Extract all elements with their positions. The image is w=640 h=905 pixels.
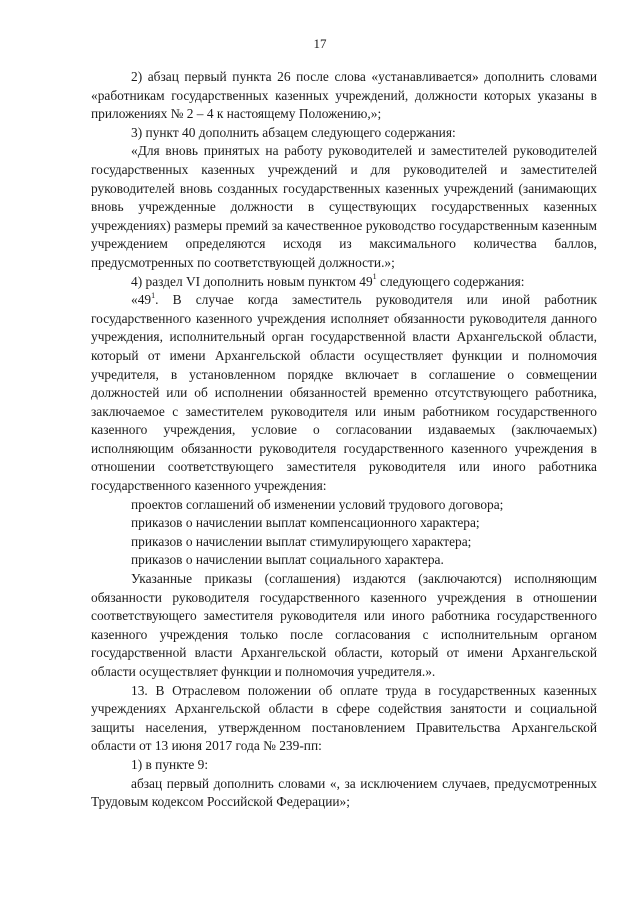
superscript-1: 1 [151,290,156,300]
paragraph-item-2: 2) абзац первый пункта 26 после слова «устанавливается» дополнить словами «работникам государственных казенных учреждений, должности которых указаны в приложениях № 2 – 4 к настоящему Положению,»; [91,69,597,122]
list-item-incentive-orders: приказов о начислении выплат стимулирующего характера; [131,533,472,549]
list-item-compensation-orders: приказов о начислении выплат компенсационного характера; [131,515,480,531]
paragraph-item-4-text-before: 4) раздел VI дополнить новым пунктом 49 [131,273,373,289]
document-body [91,68,597,812]
paragraph-item-3: 3) пункт 40 дополнить абзацем следующего содержания: [131,124,456,140]
paragraph-section-13-item-1-abzac: абзац первый дополнить словами «, за исключением случаев, предусмотренных Трудовым кодексом Российской Федерации»; [91,775,597,810]
list-item-social-orders: приказов о начислении выплат социального характера. [131,552,444,568]
paragraph-section-13-item-1: 1) в пункте 9: [131,756,209,772]
superscript-1: 1 [372,272,377,282]
paragraph-item-4-text-after: следующего содержания: [376,273,525,289]
list-item-draft-agreements: проектов соглашений об изменении условий трудового договора; [131,496,504,512]
paragraph-section-13: 13. В Отраслевом положении об оплате труда в государственных казенных учреждениях Архангельской области в сфере содействия занятости и социальной защиты населения, утвержденном постановлением Правительства Архангельской области от 13 июня 2017 года № 239-пп: [91,682,597,754]
paragraph-item-3-content: «Для вновь принятых на работу руководителей и заместителей руководителей государственных казенных учреждений и для руководителей и заместителей руководителей вновь созданных государственных казенных учреждений (занимающих вновь учрежденные должности в существующих государственных казенных учреждениях) размеры премий за качественное руководство государственным казенным учреждением определяются исходя из максимального количества баллов, предусмотренных по соответствующей должности.»; [91,143,597,270]
paragraph-item-4 [91,273,597,292]
page-number: 17 [313,36,327,51]
paragraph-point-49-1-text-after: . В случае когда заместитель руководителя или иной работник государственного казенного учреждения исполняет обязанности руководителя данного учреждения, исполнительный орган государственной власти Архангельской области, который от имени Архангельской области осуществляет функции и полномочия учредителя, в установленном порядке включает в соглашение о совмещении должностей или об исполнении обязанностей временно отсутствующего работника, заключаемое с заместителем руководителя или иным работником государственного казенного учреждения, условие о согласовании издаваемых (заключаемых) исполняющим обязанности руководителя государственного казенного учреждения в отношении соответствующего заместителя руководителя или иного работника государственного казенного учреждения: [91,292,597,494]
paragraph-point-49-1 [91,291,597,496]
paragraph-point-49-1-text-before: «49 [131,292,152,308]
paragraph-orders-issued: Указанные приказы (соглашения) издаются (заключаются) исполняющим обязанности руководителя государственного казенного учреждения в отношении соответствующего заместителя руководителя или иного работника государственного казенного учреждения только после согласования с исполнительным органом государственной власти Архангельской области, который от имени Архангельской области осуществляет функции и полномочия учредителя.». [91,571,597,679]
